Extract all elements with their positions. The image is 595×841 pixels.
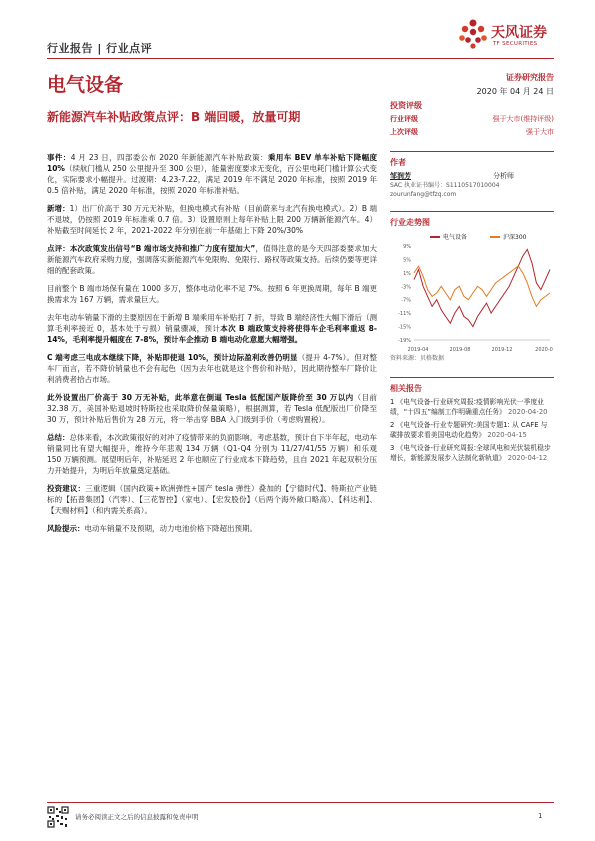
- report-date: 2020 年 04 月 24 日: [476, 87, 554, 96]
- paragraph-summary: 总结：总体来看，本次政策很好的对冲了疫情带来的负面影响。考虑基数，预计自下半年起，电动车销量同比有望大幅提升，维持今年悲观 134 万辆（Q1-Q4 分别为 11/27/41/55 万辆）和乐观 150 万辆预测。展望明后年，补贴延迟 2 年也顺应了行业成本下降趋势，且自 2021 年起双积分压力开始提升，为明后年放量奠定基础。: [47, 433, 377, 475]
- logo-icon: [457, 18, 489, 50]
- paragraph-investment: 投资建议：三重逻辑（国内政策+欧洲弹性+国产 tesla 弹性）叠加的【宁德时代】、特斯拉产业链标的【拓普集团】（汽零）、【三花智控】（家电）、【宏发股份】（后两个海外敞口略高）、【科达利】、【天赐材料】（和内需关系高）。: [47, 484, 377, 515]
- author-name[interactable]: 邹润芳: [390, 172, 411, 180]
- industry-title: 电气设备: [47, 74, 124, 96]
- x-tick-label: 2020-0: [535, 347, 553, 353]
- trend-chart: [390, 232, 554, 352]
- paragraph-b-market: 目前整个 B 端市场保有量在 1000 多万，整体电动化率不足 7%。按照 6 年更换周期，每年 B 端更换需求为 167 万辆，需求量巨大。: [47, 284, 378, 304]
- footer-disclaimer: 请务必阅读正文之后的信息披露和免责申明: [75, 813, 199, 821]
- paragraph-risk: 风险提示：电动车销量不及预期，动力电池价格下降超出预期。: [47, 524, 257, 533]
- header-rule: [47, 58, 554, 59]
- report-type: 证券研究报告: [506, 73, 554, 82]
- y-tick-label: 1%: [403, 270, 411, 277]
- paragraph-sales-decline: 去年电动车销量下滑的主要原因在于新增 B 端乘用车补贴打 7 折，导致 B 端经济性大幅下滑后（测算毛利率接近 0，基本处于亏损）销量骤减，预计本次 B 端政策支持将使得车企毛利率重返 8-14%，毛利率提升幅度在 7-8%，预计车企推动 B 端电动化意愿大幅增强。: [47, 313, 378, 344]
- logo-subtext: TF SECURITIES: [493, 41, 538, 47]
- y-tick-label: -15%: [398, 324, 411, 331]
- related-report[interactable]: 1 《电气设备-行业研究周报:疫情影响光伏一季度业绩，“十四五”编制工作明确重点任务》 2020-04-20: [390, 398, 548, 416]
- paragraph-comment: 点评：本次政策发出信号“B 端市场支持和推广力度有望加大”，值得注意的是今天四部委要求加大新能源汽车政府采购力度，强调落实新能源汽车免限购、免限行、路权等政策支持。后续仍要等更详细的配套政策。: [47, 244, 378, 275]
- report-title: 新能源汽车补贴政策点评：B 端回暖，放量可期: [47, 110, 301, 124]
- y-tick-label: -3%: [401, 284, 411, 291]
- legend-label: 电气设备: [443, 234, 468, 241]
- series-line: [414, 249, 550, 326]
- y-tick-label: 9%: [403, 244, 411, 250]
- qr-code-icon[interactable]: [47, 806, 69, 828]
- report-body: [47, 152, 377, 541]
- author-role: 分析师: [493, 172, 514, 180]
- y-tick-label: -19%: [398, 338, 411, 344]
- legend-swatch: [490, 236, 500, 238]
- legend-swatch: [430, 236, 440, 238]
- paragraph-new: 新增：1）出厂价高于 30 万元无补贴，但换电模式有补贴（目前蔚来与北汽有换电模式）。2）B 端不退坡，仍按照 2019 年标准乘 0.7 倍。3）设置原则上每年补贴上限 200 万辆新能源汽车。4）补贴截至时间延长 2 年，2021-2022 年分别在前一年基础上下降 20%/30%: [47, 204, 378, 235]
- legend-item: [490, 232, 526, 241]
- x-tick-label: 2019-12: [491, 347, 513, 353]
- author-cert: SAC 执业证书编号：S1110517010004: [390, 182, 500, 189]
- y-tick-label: 5%: [403, 257, 411, 264]
- sidebar-rule: [390, 377, 554, 378]
- sidebar-rule: [390, 211, 554, 212]
- series-line: [414, 266, 550, 306]
- company-logo: [457, 18, 557, 54]
- legend-label: 沪深300: [503, 234, 527, 241]
- chart-heading: 行业走势图: [390, 218, 430, 227]
- x-tick-label: 2019-08: [449, 347, 471, 353]
- rating-heading: 投资评级: [390, 101, 422, 110]
- page-number: 1: [538, 812, 543, 820]
- industry-rating-row: 行业评级 强于大市(维持评级): [390, 115, 554, 123]
- sidebar-rule: [390, 151, 554, 152]
- paragraph-event: 事件：4 月 23 日，四部委公布 2020 年新能源汽车补贴政策：乘用车 BEV 单车补贴下降幅度 10%（续航门槛从 250 公里提升至 300 公里），能量密度要求无变化，百公里电耗门槛计算公式变化，实际要求小幅提升。过渡期：4.23-7.22，满足 2019 年不满足 2020 年标准，按照 2019 年 0.5 倍补贴，满足 2020 年标准，按照 2020 年标准补贴。: [47, 153, 378, 195]
- sidebar: [390, 100, 554, 463]
- author-heading: 作者: [390, 158, 406, 167]
- related-report[interactable]: 3 《电气设备-行业研究周报:全球风电和光伏装机稳步增长，新能源发展步入法制化新轨道》 2020-04-12: [390, 444, 551, 462]
- paragraph-tesla: 此外设置出厂价高于 30 万无补贴，此举意在倒逼 Tesla 低配国产版降价至 30 万以内（目前 32.38 万，美国补贴退坡时特斯拉也采取降价保量策略），根据测算，若 Tesla 低配版出厂价降至 30 万，预计补贴后售价为 28 万元，将一举击穿 BBA 入门级到手价（考虑购置税）。: [47, 393, 378, 424]
- footer-rule: [47, 802, 554, 803]
- chart-plot: [390, 242, 554, 354]
- related-report[interactable]: 2 《电气设备-行业专题研究:美国专题1: 从 CAFE 与碳排放要求看美国电动化趋势》 2020-04-15: [390, 421, 548, 439]
- legend-item: [430, 232, 467, 241]
- related-heading: 相关报告: [390, 384, 422, 393]
- author-line: [390, 171, 554, 181]
- chart-source: 资料来源：贝格数据: [390, 355, 445, 362]
- paragraph-c-market: C 端考虑三电成本继续下降，补贴即使退 10%，预计边际盈利改善仍明显（提升 4-7%）。但对整车厂而言，若不降价销量也不会有起色（因为去年也就是这个售价和补贴），因此期待整车厂降价让利消费者拾占市场。: [47, 353, 377, 384]
- prev-rating-row: 上次评级 强于大市: [390, 128, 554, 136]
- report-category: 行业报告 | 行业点评: [47, 42, 153, 55]
- author-email[interactable]: zourunfang@tfzq.com: [390, 191, 457, 198]
- logo-text: 天风证券: [491, 25, 547, 41]
- y-tick-label: -11%: [398, 311, 411, 318]
- x-tick-label: 2019-04: [407, 347, 429, 353]
- y-tick-label: -7%: [401, 297, 411, 304]
